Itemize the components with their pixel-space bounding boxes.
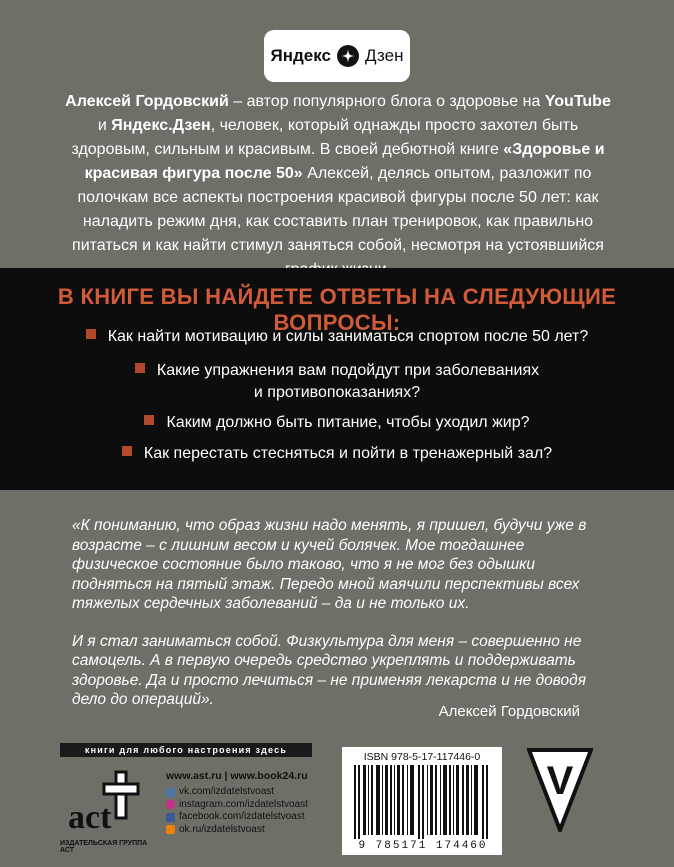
question-4	[40, 443, 634, 465]
ast-logo-text: act	[68, 799, 112, 836]
publisher-name: ИЗДАТЕЛЬСКАЯ ГРУППА АСТ	[60, 840, 148, 854]
yandex-zen-label: Яндекс.Дзен	[111, 117, 211, 134]
bullet-icon	[135, 363, 145, 373]
social-link-instagram[interactable]	[166, 799, 308, 812]
vk-icon	[166, 788, 175, 797]
ast-logo-icon	[64, 768, 150, 838]
question-1-text: Как найти мотивацию и силы заниматься спортом после 50 лет?	[107, 328, 589, 345]
v-logo-letter: V	[546, 759, 574, 803]
author-intro	[60, 90, 616, 282]
quote-paragraph-2: И я стал заниматься собой. Физкультура для меня – совершенно не самоцель. А в первую очередь средство укреплять и поддерживать здоровье. Да и просто лечиться – не применяя лекарств и не доводя дело до операций».	[72, 632, 586, 708]
bullet-icon	[144, 415, 154, 425]
intro-and: и	[97, 117, 112, 134]
zen-badge-right: Дзен	[364, 46, 404, 65]
instagram-icon	[166, 800, 175, 809]
quote-author: Алексей Гордовский	[438, 703, 580, 720]
barcode-bars-icon	[354, 765, 490, 839]
quote-paragraph-1: «К пониманию, что образ жизни надо менять, я пришел, будучи уже в возрасте – с лишним весом и кучей болячек. Мое тогдашнее физическое состояние было таково, что я не мог без одышки подняться на пятый этаж. Передо мной маячили перспективы всех тяжелых сердечных заболеваний – да и не только их.	[72, 517, 587, 612]
vk-link-text: vk.com/izdatelstvoast	[179, 786, 275, 797]
isbn-text: ISBN 978-5-17-117446-0	[363, 751, 481, 763]
author-name: Алексей Гордовский	[65, 93, 229, 110]
facebook-link-text: facebook.com/izdatelstvoast	[179, 811, 305, 822]
intro-text-3: Алексей, делясь опытом, разложит по полочкам все аспекты построения красивой фигуры после 50 лет: как наладить режим дня, как составить план тренировок, как правильно питаться и как найти стимул заняться собой, несмотря на устоявшийся	[72, 165, 604, 254]
v-logo-icon	[527, 746, 593, 832]
facebook-icon	[166, 813, 175, 822]
barcode	[342, 747, 502, 855]
publisher-sites[interactable]: www.ast.ru | www.book24.ru	[166, 770, 308, 782]
book-title: «Здоровье и красивая фигура после 50»	[84, 141, 605, 182]
youtube-label: YouTube	[544, 93, 611, 110]
question-2-line-2: и противопоказаниях?	[253, 384, 421, 401]
instagram-link-text: instagram.com/izdatelstvoast	[179, 798, 308, 810]
social-link-vk[interactable]	[166, 786, 308, 799]
bullet-icon	[86, 329, 96, 339]
question-3	[40, 412, 634, 434]
question-1	[40, 326, 634, 348]
social-link-ok[interactable]	[166, 824, 308, 837]
ok-icon	[166, 825, 175, 834]
social-link-facebook[interactable]	[166, 811, 308, 824]
publisher-tagline: книги для любого настроения здесь	[60, 743, 312, 757]
question-2	[60, 360, 614, 404]
ok-link-text: ok.ru/izdatelstvoast	[179, 823, 265, 835]
question-3-text: Каким должно быть питание, чтобы уходил жир?	[166, 414, 530, 431]
social-links	[166, 786, 308, 836]
questions-title: В КНИГЕ ВЫ НАЙДЕТЕ ОТВЕТЫ НА СЛЕДУЮЩИЕ ВОПРОСЫ:	[57, 284, 617, 335]
intro-text-2: , человек, который однажды просто захотел быть здоровым, сильным и красивым. В своей дебютной книге	[71, 117, 579, 158]
zen-badge-left: Яндекс	[270, 46, 331, 65]
yandex-zen-badge	[264, 30, 410, 82]
question-2-line-1: Какие упражнения вам подойдут при заболеваниях	[156, 362, 540, 379]
bullet-icon	[122, 446, 132, 456]
intro-text-1: – автор популярного блога о здоровье на	[228, 93, 545, 110]
question-4-text: Как перестать стесняться и пойти в тренажерный зал?	[143, 445, 553, 462]
zen-star-icon	[337, 45, 359, 67]
barcode-digits: 9 785171 174460	[358, 840, 488, 852]
author-quote	[72, 516, 612, 710]
